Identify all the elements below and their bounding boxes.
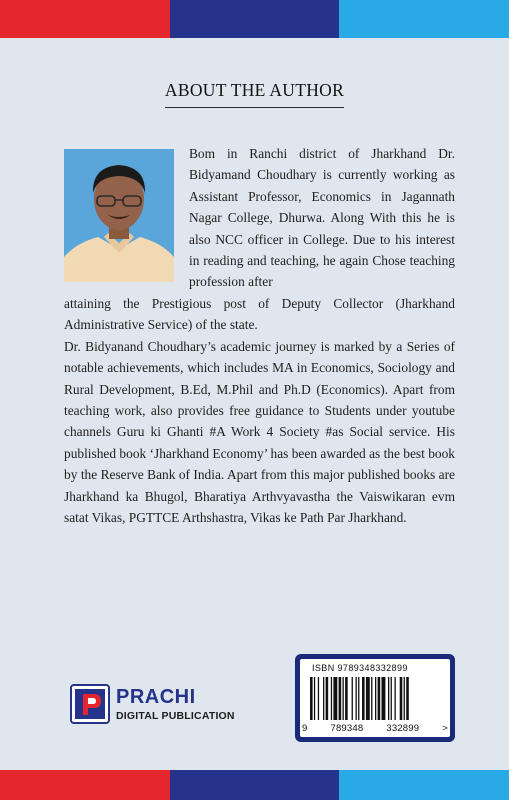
publisher-text [116, 687, 235, 722]
stripe-navy [170, 770, 340, 800]
top-color-stripe [0, 0, 509, 38]
barcode-bars-icon [310, 677, 442, 720]
isbn-label: ISBN 9789348332899 [312, 663, 408, 673]
bio-paragraph-2: Dr. Bidyanand Choudhary’s academic journey is marked by a Series of notable achievements, which includes MA in Economics, Sociology and Rural Development, B.Ed, M.Phil and Ph.D (Economics). Apart from teaching work, also provides free guidance to Students under youtube channels Guru ki Ghanti #A Work 4 Society #as Social service. His published book ‘Jharkhand Economy’ has been awarded as the best book by the Reserve Bank of India. Apart from this major published books are Jharkhand ka Bhugol, Bharatiya Arthvyavastha the Vaiswikaran evm satat Vikas, PGTTCE Arthshastra, Vikas ke Path Par Jharkhand. [64, 338, 455, 526]
heading-wrap [0, 80, 509, 108]
barcode-digit-right: 332899 [386, 723, 420, 734]
stripe-navy [170, 0, 340, 38]
bio-wrapped-text: Bom in Ranchi district of Jharkhand Dr. Bidyamand Choudhary is currently working as Assistant Professor, Economics in Jagannath Nagar College, Dhurwa. Along With this he is also NCC officer in College. Due to his interest in reading and teaching, he again Chose teaching profession after [189, 146, 455, 290]
barcode-digit-end: > [442, 723, 448, 734]
author-portrait-icon [64, 149, 174, 282]
bio-full-width [64, 293, 455, 528]
publisher-subtitle: DIGITAL PUBLICATION [116, 709, 235, 722]
publisher-name: PRACHI [116, 685, 196, 708]
author-photo [64, 149, 174, 282]
barcode-inner [300, 659, 450, 737]
stripe-sky [339, 0, 509, 38]
bio-continued-text: attaining the Prestigious post of Deputy Collector (Jharkhand Administrative Service) of the state. [64, 296, 455, 333]
stripe-red [0, 0, 170, 38]
barcode-digits [302, 723, 448, 734]
page-title: ABOUT THE AUTHOR [165, 80, 344, 108]
stripe-sky [339, 770, 509, 800]
stripe-red [0, 770, 170, 800]
barcode-digit-lead: 9 [302, 723, 308, 734]
barcode-digit-left: 789348 [330, 723, 364, 734]
publisher-logo [70, 684, 235, 724]
prachi-p-logo-icon [70, 684, 110, 724]
isbn-barcode-panel [295, 654, 455, 742]
bottom-color-stripe [0, 770, 509, 800]
